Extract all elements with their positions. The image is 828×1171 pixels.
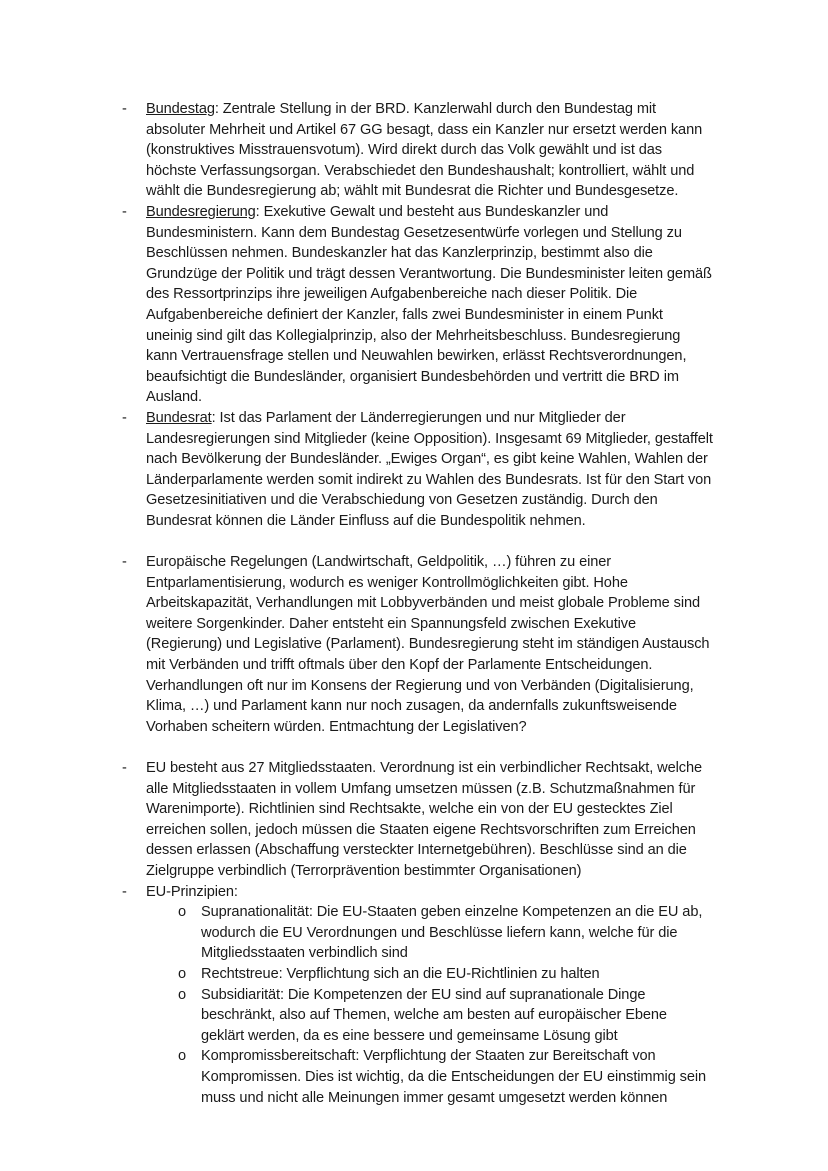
sub-bullet-text: Kompromissbereitschaft: Verpflichtung der Staaten zur Bereitschaft von Kompromissen. Dies ist wichtig, da die Entscheidungen der EU einstimmig sein muss und nicht alle Meinungen immer gesamt umgesetzt werden können	[201, 1048, 707, 1106]
sub-bullet-marker: o	[178, 986, 187, 1003]
bullet-body: EU-Prinzipien:	[146, 883, 238, 900]
bullet-text	[146, 202, 713, 408]
paragraph-gap	[122, 737, 713, 758]
bullet-marker: -	[122, 409, 127, 426]
bullet-item	[122, 99, 713, 202]
bullet-text	[146, 552, 713, 737]
paragraph-gap	[122, 531, 713, 552]
sub-bullet-text: Subsidiarität: Die Kompetenzen der EU sind auf supranationale Dinge beschränkt, also auf Themen, welche am besten auf europäischer Ebene geklärt werden, da es eine bessere und gemeinsame Lösung gibt	[201, 986, 667, 1044]
document-content	[122, 99, 713, 1108]
bullet-lead: Bundesregierung	[146, 203, 256, 220]
bullet-body: : Ist das Parlament der Länderregierungen und nur Mitglieder der Landesregierungen sind Mitglieder (keine Opposition). Insgesamt 69 Mitglieder, gestaffelt nach Bevölkerung der Bundesländer. „Ewiges Organ“, es gibt keine Wahlen, Wahlen der Länderparlamente werden somit indirekt zu Wahlen des Bundesrats. Ist für den Start von Gesetzesinitiativen und die Verabschiedung von Gesetzen zuständig. Durch den Bundesrat können die Länder Einfluss auf die Bundespolitik nehmen.	[146, 409, 713, 529]
bullet-item	[122, 882, 713, 903]
sub-bullet-marker: o	[178, 904, 187, 921]
bullet-marker: -	[122, 760, 127, 776]
bullet-body: EU besteht aus 27 Mitgliedsstaaten. Verordnung ist ein verbindlicher Rechtsakt, welche alle Mitgliedsstaaten in vollem Umfang umsetzen müssen (z.B. Schutzmaßnahmen für Warenimporte). Richtlinien sind Rechtsakte, welche ein von der EU gestecktes Ziel erreichen sollen, jedoch müssen die Staaten eigene Rechtsvorschriften zum Erreichen dessen erlassen (Abschaffung versteckter Internetgebühren). Beschlüsse sind an die Zielgruppe verbindlich (Terrorprävention bestimmter Organisationen)	[146, 760, 703, 879]
sub-bullet-item	[122, 1046, 713, 1108]
bullet-text	[146, 758, 713, 882]
bullet-marker: -	[122, 203, 127, 220]
bullet-item	[122, 758, 713, 882]
sub-bullet-marker: o	[178, 1048, 187, 1065]
bullet-item	[122, 408, 713, 532]
sub-bullet-item	[122, 985, 713, 1047]
bullet-lead: Bundestag	[146, 101, 215, 117]
bullet-body: Europäische Regelungen (Landwirtschaft, Geldpolitik, …) führen zu einer Entparlamentisierung, wodurch es weniger Kontrollmöglichkeiten gibt. Hohe Arbeitskapazität, Verhandlungen mit Lobbyverbänden und meist globale Probleme sind weitere Sorgenkinder. Daher entsteht ein Spannungsfeld zwischen Exekutive (Regierung) und Legislative (Parlament). Bundesregierung steht im ständigen Austausch mit Verbänden und trifft oftmals über den Kopf der Parlamente Entscheidungen. Verhandlungen oft nur im Konsens der Regierung und von Verbänden (Digitalisierung, Klima, …) und Parlament kann nur noch zusagen, da andernfalls zukunftsweisende Vorhaben scheitern würden. Entmachtung der Legislativen?	[146, 554, 710, 735]
sub-bullet-item	[122, 964, 713, 985]
bullet-marker: -	[122, 101, 127, 117]
bullet-body: : Zentrale Stellung in der BRD. Kanzlerwahl durch den Bundestag mit absoluter Mehrheit und Artikel 67 GG besagt, dass ein Kanzler nur ersetzt werden kann (konstruktives Misstrauensvotum). Wird direkt durch das Volk gewählt und ist das höchste Verfassungsorgan. Verabschiedet den Bundeshaushalt; kontrolliert, wählt und wählt die Bundesregierung ab; wählt mit Bundesrat die Richter und Bundesgesetze.	[146, 101, 703, 200]
bullet-body: : Exekutive Gewalt und besteht aus Bundeskanzler und Bundesministern. Kann dem Bundestag Gesetzesentwürfe vorlegen und Stellung zu Beschlüssen nehmen. Bundeskanzler hat das Kanzlerprinzip, bestimmt also die Grundzüge der Politik und trägt dessen Verantwortung. Die Bundesminister leiten gemäß des Ressortprinzips ihre jeweiligen Aufgabenbereiche nach dieser Politik. Die Aufgabenbereiche definiert der Kanzler, falls zwei Bundesminister in einem Punkt uneinig sind gilt das Kollegialprinzip, also der Mehrheitsbeschluss. Bundesregierung kann Vertrauensfrage stellen und Neuwahlen bewirken, erlässt Rechtsverordnungen, beaufsichtigt die Bundesländer, organisiert Bundesbehörden und vertritt die BRD im Ausland.	[146, 203, 712, 406]
bullet-lead: Bundesrat	[146, 409, 212, 426]
bullet-item	[122, 202, 713, 408]
bullet-item	[122, 552, 713, 737]
bullet-text	[146, 882, 713, 903]
sub-bullet-text: Rechtstreue: Verpflichtung sich an die EU-Richtlinien zu halten	[201, 965, 600, 982]
bullet-marker: -	[122, 554, 127, 571]
sub-bullet-marker: o	[178, 965, 187, 982]
sub-bullet-item	[122, 902, 713, 964]
bullet-marker: -	[122, 883, 127, 900]
bullet-text	[146, 408, 713, 532]
bullet-text	[146, 99, 713, 202]
sub-bullet-text: Supranationalität: Die EU-Staaten geben einzelne Kompetenzen an die EU ab, wodurch die EU Verordnungen und Beschlüsse liefern kann, welche für die Mitgliedsstaaten verbindlich sind	[201, 904, 703, 962]
